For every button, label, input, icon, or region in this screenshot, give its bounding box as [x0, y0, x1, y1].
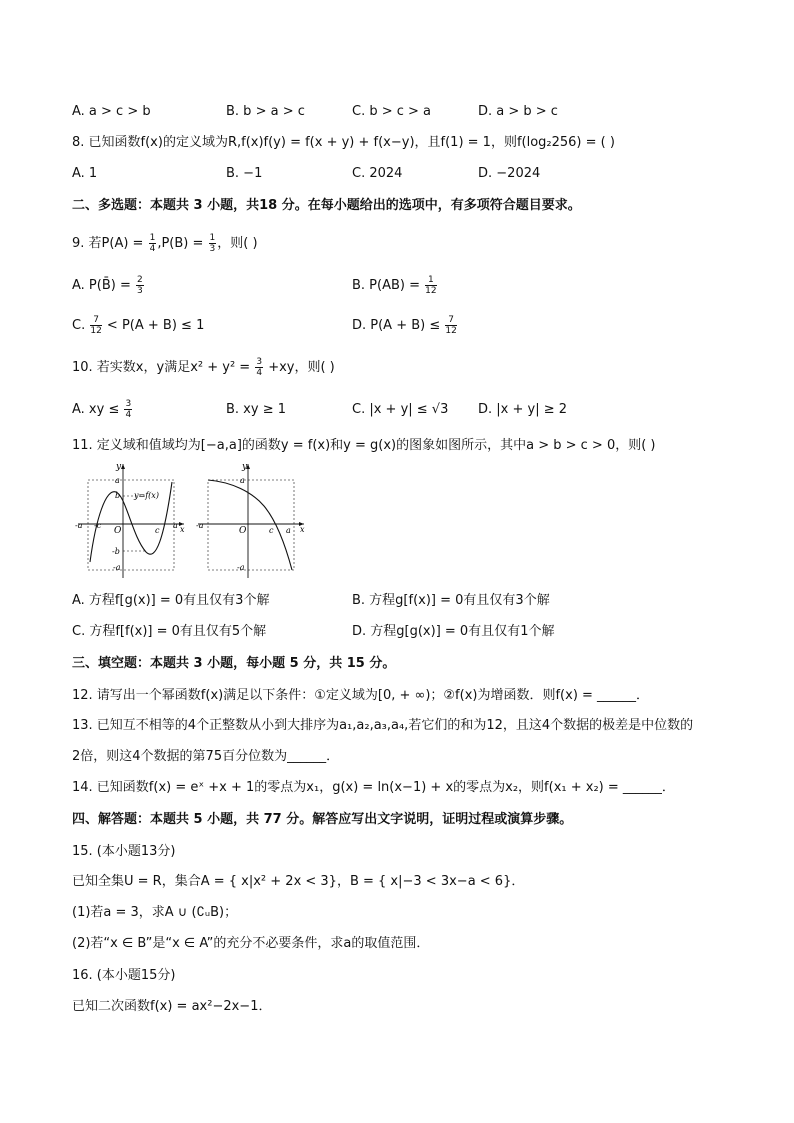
- q10-option-d[interactable]: D. |x + y| ≥ 2: [478, 402, 568, 417]
- q10-stem-suffix: +xy，则( ): [264, 360, 335, 375]
- graph-g-label-origin: O: [239, 526, 247, 536]
- q9-opt-a-den: 3: [137, 286, 143, 296]
- graph-f-label-x-c: c: [155, 526, 160, 535]
- q16-line-1: 已知二次函数f(x) = ax²−2x−1．: [72, 999, 272, 1014]
- q10-opt-a-num: 3: [125, 399, 132, 409]
- q8-option-c[interactable]: C. 2024: [352, 166, 403, 181]
- graph-g-curve: [208, 480, 292, 570]
- q15-part-2: (2)若“x ∈ B”是“x ∈ A”的充分不必要条件，求a的取值范围．: [72, 936, 430, 951]
- graph-f-label-x-neg-a: -a: [75, 521, 83, 530]
- graph-g-box: [208, 480, 294, 570]
- q10-opt-a-prefix: A. xy ≤: [72, 402, 124, 417]
- graph-f-label-origin: O: [114, 526, 122, 536]
- q9-opt-d-num: 7: [445, 315, 456, 326]
- q14-stem: 14. 已知函数f(x) = eˣ +x + 1的零点为x₁，g(x) = ln(x−1) + x的零点为x₂，则f(x₁ + x₂) = ______．: [72, 780, 675, 795]
- q7-option-c[interactable]: C. b > c > a: [352, 104, 432, 119]
- q9-option-c[interactable]: [72, 314, 204, 338]
- q8-stem: 8. 已知函数f(x)的定义域为R,f(x)f(y) = f(x + y) + f(x−y)，且f(1) = 1，则f(log₂256) = ( ): [72, 135, 615, 150]
- q9-opt-c-prefix: C.: [72, 318, 90, 333]
- q15-part-1: (1)若a = 3，求A ∪ (∁ᵤB)；: [72, 905, 238, 920]
- graph-f-label-y: y: [116, 462, 122, 472]
- graph-f-label-a: a: [115, 476, 120, 485]
- graph-g-label-x-c: c: [269, 526, 274, 535]
- q9-f1-num: 1: [149, 233, 156, 243]
- q9-opt-b-fraction: [425, 275, 436, 296]
- q10-opt-a-fraction: [124, 399, 132, 420]
- graph-f-y-arrow: [121, 464, 125, 469]
- q16-title: 16. (本小题15分): [72, 968, 176, 983]
- q9-opt-b-den: 12: [425, 286, 437, 296]
- q13-line-1: 13. 已知互不相等的4个正整数从小到大排序为a₁,a₂,a₃,a₄,若它们的和为12，且这4个数据的极差是中位数的: [72, 718, 694, 733]
- q9-option-a[interactable]: [72, 274, 145, 298]
- q9-opt-b-prefix: B. P(AB) =: [352, 278, 425, 293]
- q9-opt-a-prefix: A. P(B̄) =: [72, 278, 135, 293]
- q7-option-b[interactable]: B. b > a > c: [226, 104, 305, 119]
- q9-option-d[interactable]: [352, 314, 458, 338]
- q9-opt-c-fraction: [90, 315, 101, 336]
- q9-opt-b-num: 1: [425, 275, 436, 286]
- q10-option-a[interactable]: [72, 398, 133, 422]
- graph-f-curve-label: y=f(x): [134, 491, 159, 500]
- q9-opt-c-suffix: < P(A + B) ≤ 1: [102, 318, 205, 333]
- q9-opt-d-prefix: D. P(A + B) ≤: [352, 318, 445, 333]
- q15-line-1: 已知全集U = R，集合A = { x|x² + 2x < 3}，B = { x|−3 < 3x−a < 6}．: [72, 874, 525, 889]
- q11-option-b[interactable]: B. 方程g[f(x)] = 0有且仅有3个解: [352, 593, 550, 608]
- q9-fraction-1: [149, 233, 157, 254]
- q9-f2-num: 1: [209, 233, 216, 243]
- graph-f-label-x-a: a: [173, 521, 178, 530]
- q12-stem: 12. 请写出一个幂函数f(x)满足以下条件：①定义域为[0, + ∞)；②f(x)为增函数．则f(x) = ______．: [72, 688, 650, 703]
- q11-option-c[interactable]: C. 方程f[f(x)] = 0有且仅有5个解: [72, 624, 267, 639]
- q9-option-b[interactable]: [352, 274, 438, 298]
- q9-opt-c-den: 12: [90, 326, 102, 336]
- q7-option-d[interactable]: D. a > b > c: [478, 104, 558, 119]
- q9-stem-prefix: 9. 若P(A) =: [72, 236, 148, 251]
- section-3-heading: 三、填空题：本题共 3 小题，每小题 5 分，共 15 分。: [72, 656, 396, 671]
- q9-stem: [72, 232, 258, 256]
- q10-fraction: [255, 357, 263, 378]
- q8-option-d[interactable]: D. −2024: [478, 166, 541, 181]
- q9-stem-mid: ,P(B) =: [157, 236, 208, 251]
- q9-fraction-2: [209, 233, 217, 254]
- q11-stem: 11. 定义域和值域均为[−a,a]的函数y = f(x)和y = g(x)的图象如图所示，其中a > b > c > 0，则( ): [72, 438, 656, 453]
- q10-f-den: 4: [256, 368, 263, 378]
- graph-g-label-neg-a: -a: [237, 563, 245, 572]
- graph-g-label-x: x: [300, 525, 305, 534]
- graph-f-label-x-neg-c: -c: [94, 521, 102, 530]
- q9-stem-suffix: ，则( ): [217, 236, 258, 251]
- q8-option-b[interactable]: B. −1: [226, 166, 263, 181]
- graph-g-label-a: a: [240, 476, 245, 485]
- q10-option-b[interactable]: B. xy ≥ 1: [226, 402, 286, 417]
- graph-g-label-x-a: a: [286, 526, 291, 535]
- q11-option-d[interactable]: D. 方程g[g(x)] = 0有且仅有1个解: [352, 624, 555, 639]
- graph-g-label-y: y: [242, 462, 248, 472]
- q8-option-a[interactable]: A. 1: [72, 166, 98, 181]
- graph-f-label-x: x: [180, 525, 185, 534]
- q9-opt-d-den: 12: [445, 326, 457, 336]
- q10-stem-prefix: 10. 若实数x，y满足x² + y² =: [72, 360, 255, 375]
- q9-opt-d-fraction: [445, 315, 456, 336]
- q10-stem: [72, 356, 335, 380]
- graph-f-label-neg-b: -b: [112, 547, 120, 556]
- q15-title: 15. (本小题13分): [72, 844, 176, 859]
- section-4-heading: 四、解答题：本题共 5 小题，共 77 分。解答应写出文字说明，证明过程或演算步骤。: [72, 812, 573, 827]
- graph-f-label-neg-a: -a: [113, 563, 121, 572]
- q9-f1-den: 4: [149, 244, 156, 254]
- q9-opt-a-num: 2: [137, 275, 143, 285]
- graph-f-label-b: b: [115, 491, 121, 500]
- q13-line-2: 2倍，则这4个数据的第75百分位数为______．: [72, 749, 340, 764]
- q9-opt-a-fraction: [136, 275, 144, 296]
- q10-f-num: 3: [256, 357, 263, 367]
- graph-f-curve: [90, 482, 172, 562]
- graph-g-label-x-neg-a: -a: [196, 521, 204, 530]
- graph-g: [192, 458, 314, 582]
- q10-option-c[interactable]: C. |x + y| ≤ √3: [352, 402, 449, 417]
- q9-f2-den: 3: [209, 244, 216, 254]
- q9-opt-c-num: 7: [90, 315, 101, 326]
- q7-option-a[interactable]: A. a > c > b: [72, 104, 151, 119]
- graph-f: [72, 458, 192, 582]
- section-2-heading: 二、多选题：本题共 3 小题，共18 分。在每小题给出的选项中，有多项符合题目要求。: [72, 198, 581, 213]
- q11-option-a[interactable]: A. 方程f[g(x)] = 0有且仅有3个解: [72, 593, 270, 608]
- q10-opt-a-den: 4: [125, 410, 132, 420]
